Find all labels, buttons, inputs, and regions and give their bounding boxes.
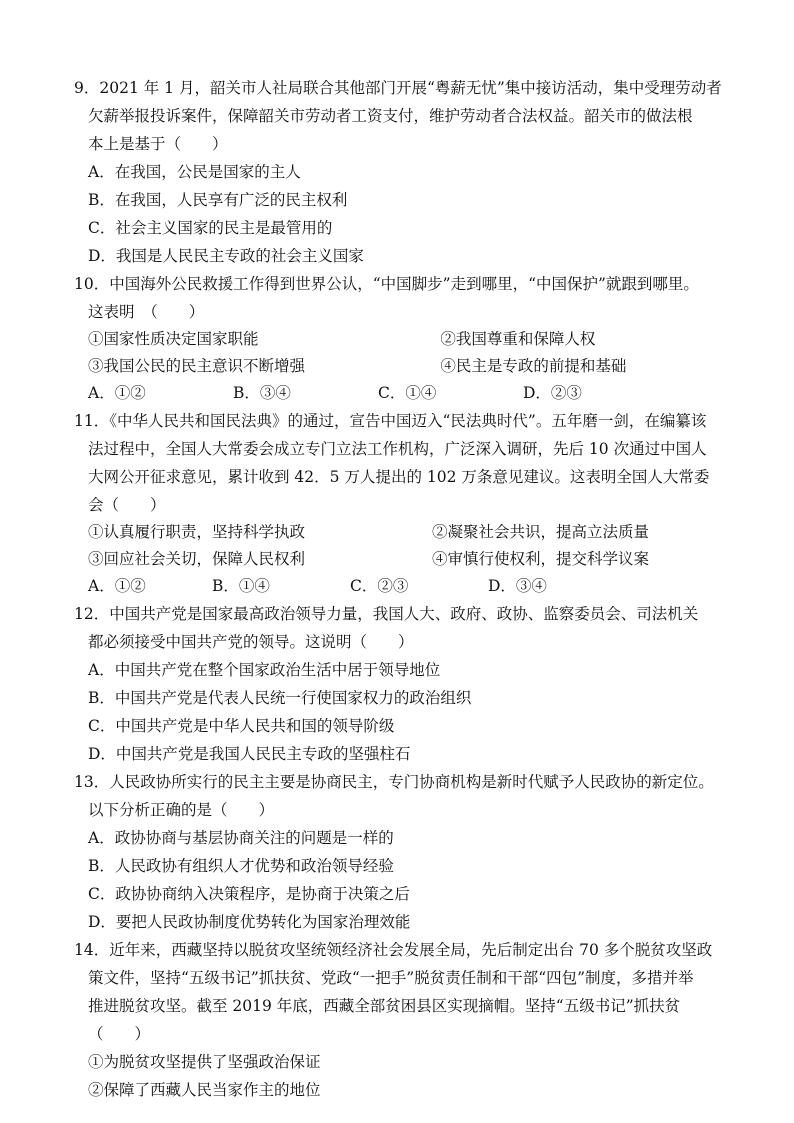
- question-14-item-1: ①为脱贫攻坚提供了坚强政治保证: [88, 1053, 321, 1071]
- question-14-stem-line: （ ）: [88, 1025, 151, 1043]
- question-11-answers-row: [74, 573, 734, 600]
- question-11-answer-a: A．①②: [88, 577, 146, 595]
- question-12-option-d: D．中国共产党是我国人民民主专政的坚强柱石: [88, 745, 411, 763]
- question-10-item-4: ④民主是专政的前提和基础: [440, 357, 627, 375]
- question-10-answer-d: D．②③: [523, 384, 582, 402]
- question-10-stem-line: 10．中国海外公民救援工作得到世界公认，“中国脚步”走到哪里，“中国保护”就跟到哪里。: [74, 275, 699, 293]
- question-10-answers-row: [74, 380, 734, 407]
- question-11-item-2: ②凝聚社会共识，提高立法质量: [432, 523, 650, 541]
- question-14-item-2: ②保障了西藏人民当家作主的地位: [88, 1081, 321, 1099]
- question-12-option-a: A．中国共产党在整个国家政治生活中居于领导地位: [88, 661, 441, 679]
- question-10-stem-line: 这表明 （ ）: [88, 303, 205, 321]
- question-10-items-row: [74, 353, 734, 380]
- question-11-item-4: ④审慎行使权利，提交科学议案: [432, 550, 650, 568]
- question-14: [74, 936, 734, 1104]
- question-9-option-d: D．我国是人民民主专政的社会主义国家: [88, 247, 364, 265]
- question-11-answer-c: C．②③: [350, 577, 409, 595]
- question-12-stem-line: 都必须接受中国共产党的领导。这说明（ ）: [88, 633, 414, 651]
- question-11-stem-line: 法过程中，全国人大常委会成立专门立法工作机构，广泛深入调研，先后 10 次通过中国人: [88, 440, 707, 458]
- question-10: [74, 270, 734, 407]
- question-10-item-3: ③我国公民的民主意识不断增强: [88, 357, 306, 375]
- question-11-stem-line: 大网公开征求意见，累计收到 42．5 万人提出的 102 万条意见建议。这表明全国人大常委: [88, 468, 710, 486]
- question-14-stem-line: 推进脱贫攻坚。截至 2019 年底，西藏全部贫困县区实现摘帽。坚持“五级书记”抓扶贫: [88, 997, 681, 1015]
- question-9-stem-line: 本上是基于（ ）: [88, 135, 228, 153]
- question-11-items-row: [74, 546, 734, 573]
- question-13-stem-line: 以下分析正确的是（ ）: [88, 801, 275, 819]
- question-9-option-a: A．在我国，公民是国家的主人: [88, 163, 301, 181]
- question-10-answer-c: C．①④: [378, 384, 437, 402]
- question-12-stem-line: 12．中国共产党是国家最高政治领导力量，我国人大、政府、政协、监察委员会、司法机关: [74, 605, 699, 623]
- question-14-stem-line: 14．近年来，西藏坚持以脱贫攻坚统领经济社会发展全局，先后制定出台 70 多个脱贫攻坚政: [74, 941, 713, 959]
- question-9: [74, 74, 734, 270]
- question-13-option-a: A．政协协商与基层协商关注的问题是一样的: [88, 829, 394, 847]
- question-12-option-c: C．中国共产党是中华人民共和国的领导阶级: [88, 717, 395, 735]
- question-13-option-c: C．政协协商纳入决策程序，是协商于决策之后: [88, 885, 410, 903]
- question-11-item-1: ①认真履行职责，坚持科学执政: [88, 523, 306, 541]
- question-12: [74, 600, 734, 768]
- question-11-items-row: [74, 519, 734, 546]
- question-10-item-1: ①国家性质决定国家职能: [88, 330, 259, 348]
- question-11-answer-d: D．③④: [488, 577, 547, 595]
- question-11-stem-line: 会（ ）: [88, 496, 166, 514]
- question-11-stem-line: 11．《中华人民共和国民法典》的通过，宣告中国迈入“民法典时代”。五年磨一剑，在编纂该: [74, 412, 707, 430]
- question-13-option-b: B．人民政协有组织人才优势和政治领导经验: [88, 857, 394, 875]
- question-12-option-b: B．中国共产党是代表人民统一行使国家权力的政治组织: [88, 689, 472, 707]
- question-13: [74, 768, 734, 936]
- question-10-answer-b: B．③④: [233, 384, 291, 402]
- question-list: [74, 74, 734, 1104]
- question-9-option-c: C．社会主义国家的民主是最管用的: [88, 219, 333, 237]
- question-9-stem-line: 9．2021 年 1 月，韶关市人社局联合其他部门开展“粤薪无忧”集中接访活动，集中受理劳动者: [74, 79, 722, 97]
- question-9-stem-line: 欠薪举报投诉案件，保障韶关市劳动者工资支付，维护劳动者合法权益。韶关市的做法根: [88, 107, 693, 125]
- question-13-stem-line: 13．人民政协所实行的民主主要是协商民主，专门协商机构是新时代赋予人民政协的新定位。: [74, 773, 714, 791]
- question-9-option-b: B．在我国，人民享有广泛的民主权利: [88, 191, 348, 209]
- question-11-item-3: ③回应社会关切，保障人民权利: [88, 550, 306, 568]
- question-14-stem-line: 策文件，坚持“五级书记”抓扶贫、党政“一把手”脱贫责任制和干部“四包”制度，多措并举: [88, 969, 694, 987]
- question-10-answer-a: A．①②: [88, 384, 146, 402]
- question-10-item-2: ②我国尊重和保障人权: [440, 330, 596, 348]
- question-10-items-row: [74, 326, 734, 353]
- question-11: [74, 407, 734, 600]
- question-11-answer-b: B．①④: [212, 577, 270, 595]
- question-13-option-d: D．要把人民政协制度优势转化为国家治理效能: [88, 913, 411, 931]
